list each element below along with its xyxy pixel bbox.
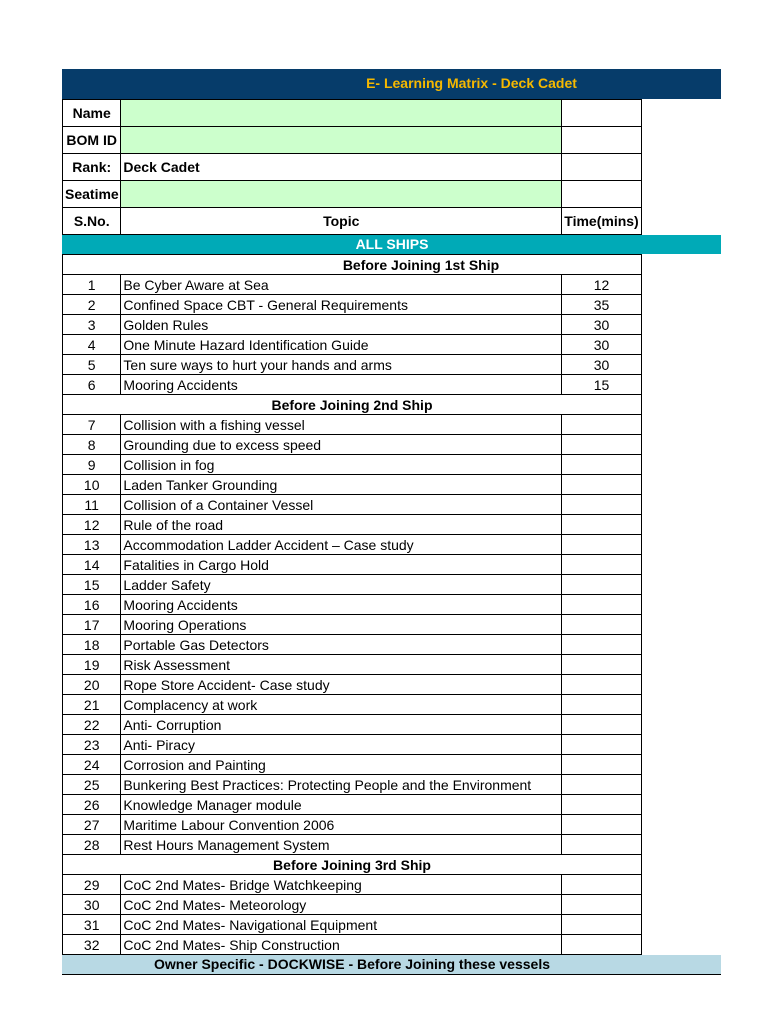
row-time [562, 455, 642, 475]
table-row [63, 515, 642, 535]
row-time [562, 835, 642, 855]
table-row [63, 495, 642, 515]
row-sno: 18 [63, 635, 121, 655]
row-topic: Risk Assessment [121, 655, 562, 675]
row-sno: 27 [63, 815, 121, 835]
table-row [63, 735, 642, 755]
row-topic: Mooring Accidents [121, 375, 562, 395]
row-sno: 12 [63, 515, 121, 535]
header-field-row [63, 181, 642, 208]
row-sno: 17 [63, 615, 121, 635]
row-time [562, 475, 642, 495]
section-heading: Before Joining 1st Ship [63, 255, 642, 275]
row-time: 30 [562, 335, 642, 355]
header-field-extra [562, 127, 642, 154]
row-topic: Knowledge Manager module [121, 795, 562, 815]
table-row [63, 815, 642, 835]
table-row [63, 315, 642, 335]
row-sno: 5 [63, 355, 121, 375]
column-header-sno: S.No. [63, 208, 121, 235]
row-time [562, 495, 642, 515]
row-time: 30 [562, 355, 642, 375]
row-topic: CoC 2nd Mates- Meteorology [121, 895, 562, 915]
row-time [562, 815, 642, 835]
table-row [63, 655, 642, 675]
row-sno: 4 [63, 335, 121, 355]
header-field-row [63, 100, 642, 127]
row-topic: CoC 2nd Mates- Navigational Equipment [121, 915, 562, 935]
row-sno: 25 [63, 775, 121, 795]
table-row [63, 935, 642, 955]
row-sno: 3 [63, 315, 121, 335]
header-field-value[interactable] [121, 100, 562, 127]
row-time [562, 435, 642, 455]
row-time [562, 695, 642, 715]
column-header-time: Time(mins) [562, 208, 642, 235]
row-time: 12 [562, 275, 642, 295]
row-topic: One Minute Hazard Identification Guide [121, 335, 562, 355]
row-time [562, 635, 642, 655]
row-topic: Confined Space CBT - General Requirements [121, 295, 562, 315]
row-time [562, 715, 642, 735]
header-field-value[interactable] [121, 181, 562, 208]
header-fields-table [62, 99, 642, 235]
matrix-sheet [62, 69, 721, 974]
table-row [63, 835, 642, 855]
table-row [63, 475, 642, 495]
row-topic: Accommodation Ladder Accident – Case study [121, 535, 562, 555]
row-time [562, 615, 642, 635]
row-time [562, 795, 642, 815]
row-time: 30 [562, 315, 642, 335]
row-topic: Fatalities in Cargo Hold [121, 555, 562, 575]
table-row [63, 575, 642, 595]
row-sno: 13 [63, 535, 121, 555]
row-sno: 23 [63, 735, 121, 755]
row-topic: Be Cyber Aware at Sea [121, 275, 562, 295]
row-sno: 8 [63, 435, 121, 455]
owner-specific-label: Owner Specific - DOCKWISE - Before Joining these vessels [154, 956, 550, 972]
row-time [562, 935, 642, 955]
column-header-row [63, 208, 642, 235]
row-topic: Collision in fog [121, 455, 562, 475]
row-time [562, 775, 642, 795]
row-topic: Ladder Safety [121, 575, 562, 595]
header-field-row [63, 154, 642, 181]
row-topic: Rope Store Accident- Case study [121, 675, 562, 695]
column-header-topic: Topic [121, 208, 562, 235]
header-field-value[interactable] [121, 127, 562, 154]
header-field-label: Seatime [63, 181, 121, 208]
row-topic: Anti- Corruption [121, 715, 562, 735]
row-time [562, 735, 642, 755]
row-time [562, 895, 642, 915]
table-row [63, 875, 642, 895]
row-topic: Mooring Accidents [121, 595, 562, 615]
header-field-row [63, 127, 642, 154]
row-sno: 30 [63, 895, 121, 915]
header-field-label: Name [63, 100, 121, 127]
row-topic: Rest Hours Management System [121, 835, 562, 855]
row-sno: 6 [63, 375, 121, 395]
row-topic: Anti- Piracy [121, 735, 562, 755]
row-sno: 22 [63, 715, 121, 735]
row-topic: Collision with a fishing vessel [121, 415, 562, 435]
row-sno: 28 [63, 835, 121, 855]
row-topic: Maritime Labour Convention 2006 [121, 815, 562, 835]
table-row [63, 375, 642, 395]
row-sno: 26 [63, 795, 121, 815]
row-sno: 21 [63, 695, 121, 715]
row-sno: 15 [63, 575, 121, 595]
row-sno: 1 [63, 275, 121, 295]
title-bar [62, 69, 721, 99]
row-topic: CoC 2nd Mates- Bridge Watchkeeping [121, 875, 562, 895]
table-row [63, 755, 642, 775]
row-sno: 10 [63, 475, 121, 495]
row-sno: 24 [63, 755, 121, 775]
row-sno: 31 [63, 915, 121, 935]
section-heading-row [63, 855, 642, 875]
page-title: E- Learning Matrix - Deck Cadet [366, 75, 577, 91]
row-time [562, 415, 642, 435]
row-sno: 29 [63, 875, 121, 895]
owner-specific-banner [62, 955, 642, 974]
row-sno: 32 [63, 935, 121, 955]
row-topic: Golden Rules [121, 315, 562, 335]
row-time [562, 655, 642, 675]
section-heading-row [63, 255, 642, 275]
table-row [63, 595, 642, 615]
row-time [562, 755, 642, 775]
row-time [562, 915, 642, 935]
row-sno: 19 [63, 655, 121, 675]
row-time [562, 595, 642, 615]
header-field-extra [562, 154, 642, 181]
row-time [562, 535, 642, 555]
table-row [63, 435, 642, 455]
row-topic: Portable Gas Detectors [121, 635, 562, 655]
table-row [63, 555, 642, 575]
row-topic: Grounding due to excess speed [121, 435, 562, 455]
row-time: 35 [562, 295, 642, 315]
table-row [63, 775, 642, 795]
row-time [562, 675, 642, 695]
table-row [63, 335, 642, 355]
table-row [63, 795, 642, 815]
table-row [63, 715, 642, 735]
table-row [63, 455, 642, 475]
table-row [63, 535, 642, 555]
table-row [63, 415, 642, 435]
row-sno: 7 [63, 415, 121, 435]
row-sno: 16 [63, 595, 121, 615]
topics-table [62, 254, 642, 955]
row-topic: Complacency at work [121, 695, 562, 715]
table-row [63, 275, 642, 295]
row-topic: Corrosion and Painting [121, 755, 562, 775]
row-topic: Mooring Operations [121, 615, 562, 635]
header-field-label: Rank: [63, 154, 121, 181]
row-time [562, 875, 642, 895]
all-ships-label: ALL SHIPS [355, 236, 429, 252]
row-sno: 2 [63, 295, 121, 315]
section-heading-row [63, 395, 642, 415]
header-field-label: BOM ID [63, 127, 121, 154]
table-row [63, 915, 642, 935]
table-row [63, 615, 642, 635]
row-time [562, 515, 642, 535]
row-sno: 11 [63, 495, 121, 515]
table-row [63, 635, 642, 655]
row-time [562, 555, 642, 575]
table-row [63, 675, 642, 695]
row-sno: 14 [63, 555, 121, 575]
table-row [63, 895, 642, 915]
row-time [562, 575, 642, 595]
header-field-extra [562, 181, 642, 208]
section-heading: Before Joining 3rd Ship [63, 855, 642, 875]
table-row [63, 695, 642, 715]
header-field-value[interactable]: Deck Cadet [121, 154, 562, 181]
row-topic: Collision of a Container Vessel [121, 495, 562, 515]
row-sno: 9 [63, 455, 121, 475]
row-topic: Bunkering Best Practices: Protecting People and the Environment [121, 775, 562, 795]
row-topic: Rule of the road [121, 515, 562, 535]
row-sno: 20 [63, 675, 121, 695]
table-row [63, 295, 642, 315]
header-field-extra [562, 100, 642, 127]
table-row [63, 355, 642, 375]
row-topic: CoC 2nd Mates- Ship Construction [121, 935, 562, 955]
all-ships-banner [62, 235, 642, 254]
row-time: 15 [562, 375, 642, 395]
row-topic: Ten sure ways to hurt your hands and arms [121, 355, 562, 375]
row-topic: Laden Tanker Grounding [121, 475, 562, 495]
section-heading: Before Joining 2nd Ship [63, 395, 642, 415]
